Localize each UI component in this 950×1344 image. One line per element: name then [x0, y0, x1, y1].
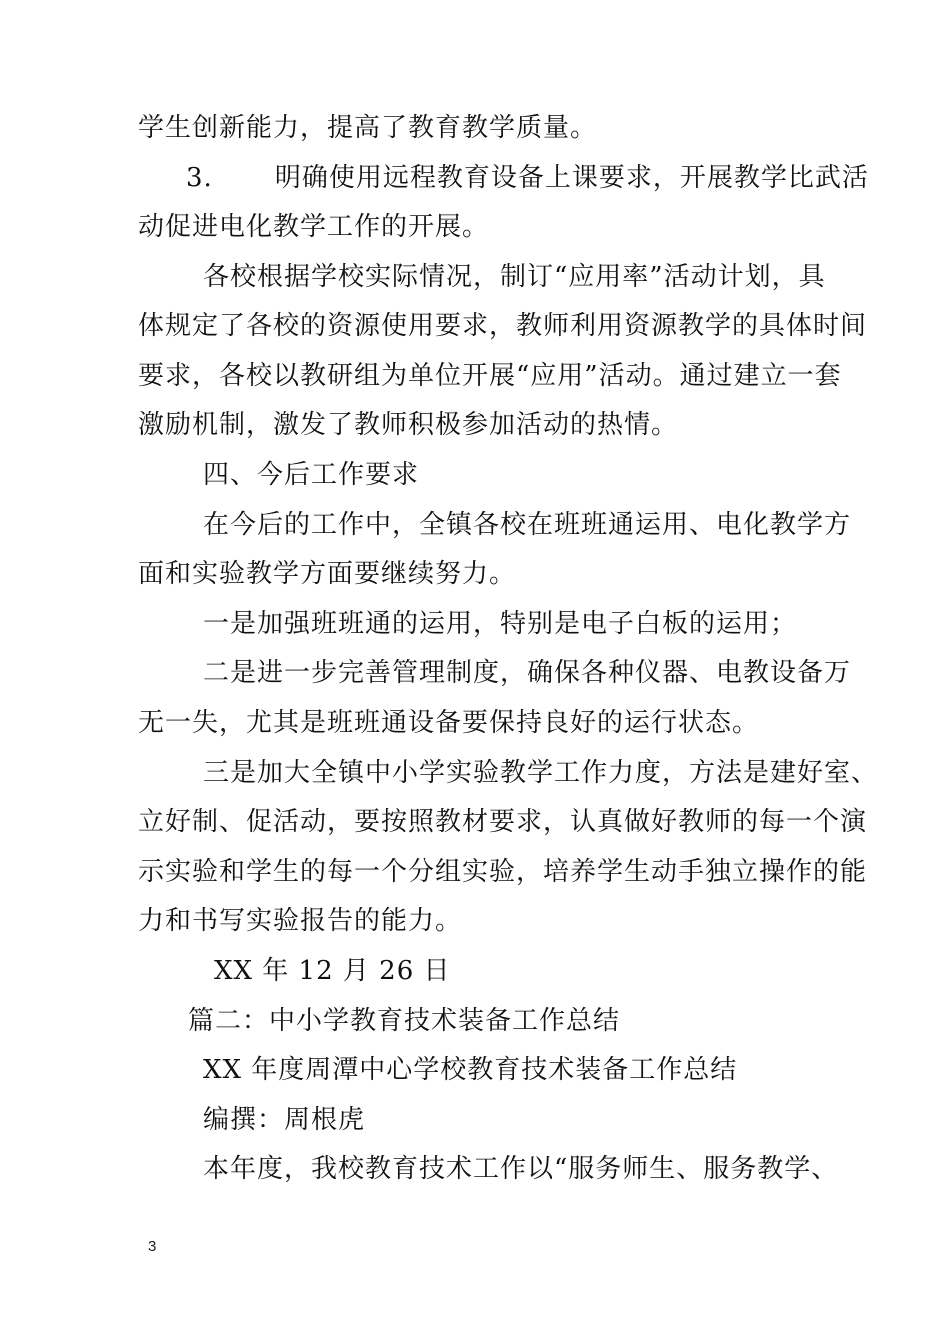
section-heading: 四、今后工作要求 [203, 460, 420, 490]
paragraph-line: 三是加大全镇中小学实验教学工作力度，方法是建好室、 [203, 758, 879, 788]
paragraph-line: 示实验和学生的每一个分组实验，培养学生动手独立操作的能 [138, 857, 868, 887]
numbered-item-line [186, 162, 869, 194]
paragraph-line: 无一失，尤其是班班通设备要保持良好的运行状态。 [138, 708, 760, 738]
paragraph-line: 二是进一步完善管理制度，确保各种仪器、电教设备万 [203, 658, 852, 688]
author-line: 编撰：周根虎 [203, 1105, 366, 1135]
page-number: 3 [148, 1238, 157, 1255]
paragraph-line: 学生创新能力，提高了教育教学质量。 [138, 113, 598, 143]
paragraph-line: 立好制、促活动，要按照教材要求，认真做好教师的每一个演 [138, 807, 868, 837]
date-line: XX 年 12 月 26 日 [214, 956, 451, 986]
paragraph-line: 各校根据学校实际情况，制订“应用率”活动计划，具 [203, 262, 826, 292]
paragraph-line: 本年度，我校教育技术工作以“服务师生、服务教学、 [203, 1154, 839, 1184]
paragraph-line: 在今后的工作中，全镇各校在班班通运用、电化教学方 [203, 510, 852, 540]
item-text: 明确使用远程教育设备上课要求，开展教学比武活 [274, 163, 869, 193]
paragraph-line: 一是加强班班通的运用，特别是电子白板的运用； [203, 609, 798, 639]
paragraph-line: 要求，各校以教研组为单位开展“应用”活动。通过建立一套 [138, 361, 842, 391]
paragraph-line: 体规定了各校的资源使用要求，教师利用资源教学的具体时间 [138, 311, 868, 341]
paragraph-line: 力和书写实验报告的能力。 [138, 906, 463, 936]
paragraph-line: 动促进电化教学工作的开展。 [138, 212, 490, 242]
chapter-heading: 篇二：中小学教育技术装备工作总结 [188, 1006, 621, 1036]
paragraph-line: 激励机制，激发了教师积极参加活动的热情。 [138, 410, 679, 440]
report-title: XX 年度周潭中心学校教育技术装备工作总结 [203, 1055, 738, 1085]
item-number: 3. [186, 163, 213, 193]
paragraph-line: 面和实验教学方面要继续努力。 [138, 559, 517, 589]
